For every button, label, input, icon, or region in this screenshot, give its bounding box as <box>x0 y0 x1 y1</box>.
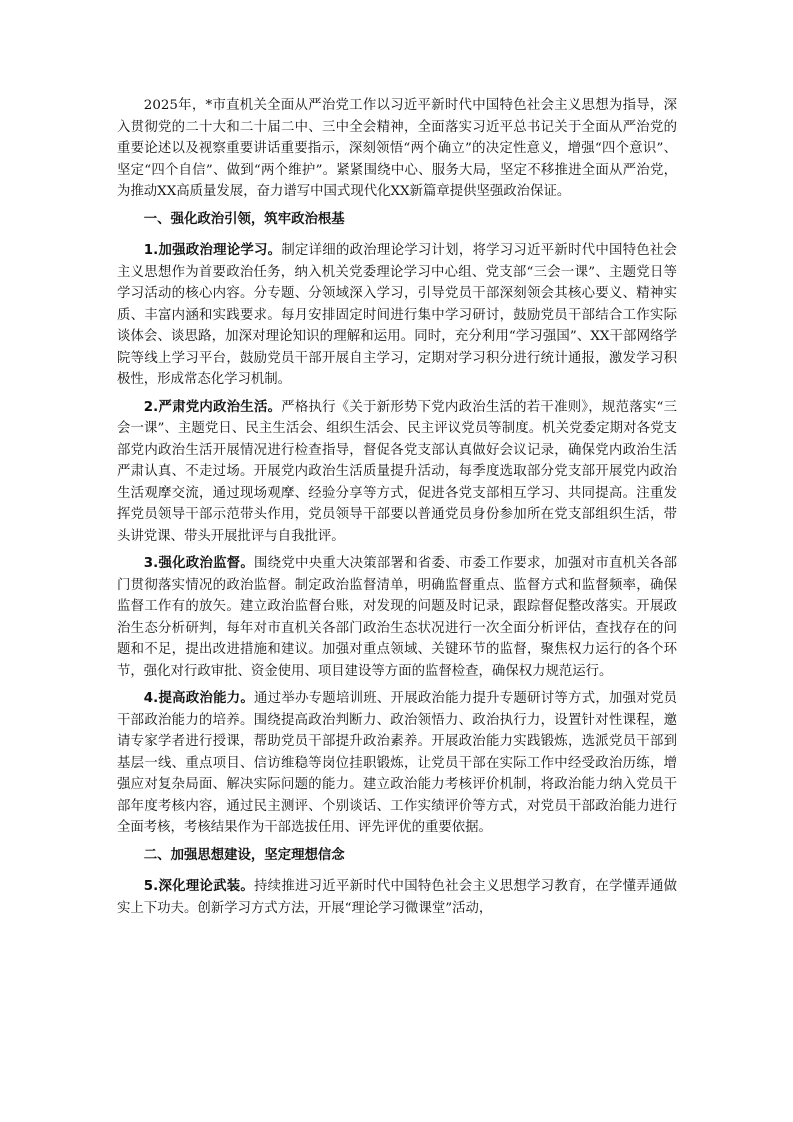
section-heading-2: 二、加强思想建设，坚定理想信念 <box>143 847 345 863</box>
item-paragraph-5 <box>117 876 677 919</box>
item-lead-3: 3.强化政治监督。 <box>143 556 255 571</box>
item-text-4: 通过举办专题培训班、开展政治能力提升专题研讨等方式，加强对党员干部政治能力的培养。围绕提高政治判断力、政治领悟力、政治执行力，设置针对性课程，邀请专家学者进行授课，帮助党员干部提升政治素养。开展政治能力实践锻炼，选派党员干部到基层一线、重点项目、信访维稳等岗位挂职锻炼，让党员干部在实际工作中经受政治历练，增强应对复杂局面、解决实际问题的能力。建立政治能力考核评价机制，将政治能力纳入党员干部年度考核内容，通过民主测评、个别谈话、工作实绩评价等方式，对党员干部政治能力进行全面考核，考核结果作为干部选拔任用、评先评优的重要依据。 <box>117 691 677 835</box>
item-lead-4: 4.提高政治能力。 <box>143 691 255 706</box>
item-lead-5: 5.深化理论武装。 <box>143 879 255 894</box>
item-text-5: 持续推进习近平新时代中国特色社会主义思想学习教育，在学懂弄通做实上下功夫。创新学习方式方法，开展“理论学习微课堂”活动， <box>117 879 677 916</box>
item-lead-2: 2.严肃党内政治生活。 <box>143 399 282 415</box>
item-lead-1: 1.加强政治理论学习。 <box>143 243 282 258</box>
section-heading-1: 一、强化政治引领，筑牢政治根基 <box>143 211 345 227</box>
item-paragraph-1 <box>117 240 677 391</box>
item-paragraph-2 <box>117 397 677 548</box>
document-page <box>117 95 677 925</box>
item-text-2: 严格执行《关于新形势下党内政治生活的若干准则》，规范落实“三会一课”、主题党日、民主生活会、组织生活会、民主评议党员等制度。机关党委定期对各党支部党内政治生活开展情况进行检查指导，督促各党支部认真做好会议记录，确保党内政治生活严肃认真、不走过场。开展党内政治生活质量提升活动，每季度选取部分党支部开展党内政治生活观摩交流，通过现场观摩、经验分享等方式，促进各党支部相互学习、共同提高。注重发挥党员领导干部示范带头作用，党员领导干部要以普通党员身份参加所在党支部组织生活，带头讲党课、带头开展批评与自我批评。 <box>117 399 677 544</box>
item-paragraph-3 <box>117 553 677 682</box>
item-paragraph-4 <box>117 688 677 839</box>
intro-paragraph: 2025年，*市直机关全面从严治党工作以习近平新时代中国特色社会主义思想为指导，深入贯彻党的二十大和二十届二中、三中全会精神，全面落实习近平总书记关于全面从严治党的重要论述以及视察重要讲话重要指示，深刻领悟“两个确立”的决定性意义，增强“四个意识”、坚定“四个自信”、做到“两个维护”。紧紧围绕中心、服务大局，坚定不移推进全面从严治党，为推动XX高质量发展，奋力谱写中国式现代化XX新篇章提供坚强政治保证。 <box>117 98 677 199</box>
item-text-3: 围绕党中央重大决策部署和省委、市委工作要求，加强对市直机关各部门贯彻落实情况的政治监督。制定政治监督清单，明确监督重点、监督方式和监督频率，确保监督工作有的放矢。建立政治监督台账，对发现的问题及时记录，跟踪督促整改落实。开展政治生态分析研判，每年对市直机关各部门政治生态状况进行一次全面分析评估，查找存在的问题和不足，提出改进措施和建议。加强对重点领域、关键环节的监督，聚焦权力运行的各个环节，强化对行政审批、资金使用、项目建设等方面的监督检查，确保权力规范运行。 <box>117 556 677 679</box>
item-text-1: 制定详细的政治理论学习计划，将学习习近平新时代中国特色社会主义思想作为首要政治任务，纳入机关党委理论学习中心组、党支部“三会一课”、主题党日等学习活动的核心内容。分专题、分领域深入学习，引导党员干部深刻领会其核心要义、精神实质、丰富内涵和实践要求。每月安排固定时间进行集中学习研讨，鼓励党员干部结合工作实际谈体会、谈思路，加深对理论知识的理解和运用。同时，充分利用“学习强国”、XX干部网络学院等线上学习平台，鼓励党员干部开展自主学习，定期对学习积分进行统计通报，激发学习积极性，形成常态化学习机制。 <box>117 243 678 387</box>
